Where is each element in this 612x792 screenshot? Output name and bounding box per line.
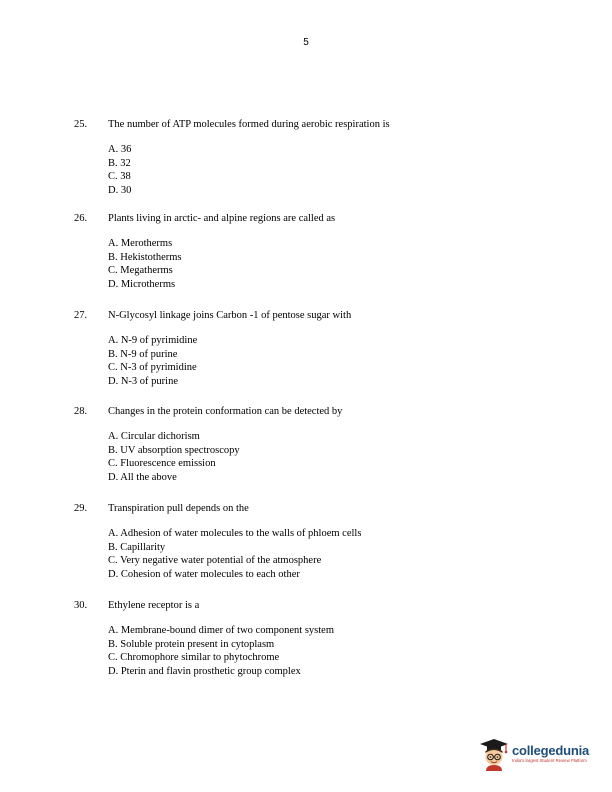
question-25 — [74, 118, 554, 198]
logo-tagline: India's largest Student Review Platform — [512, 758, 587, 763]
option-d: D. Microtherms — [108, 279, 176, 291]
question-text: Ethylene receptor is a — [108, 600, 200, 611]
option-b: B. Capillarity — [108, 541, 166, 553]
option-d: D. Pterin and flavin prosthetic group complex — [108, 666, 301, 678]
option-b: B. UV absorption spectroscopy — [108, 444, 240, 456]
option-b: B. Soluble protein present in cytoplasm — [108, 638, 275, 650]
option-d: D. Cohesion of water molecules to each other — [108, 569, 300, 581]
option-a: A. Circular dichorism — [108, 431, 200, 442]
options-list — [108, 143, 554, 198]
question-text: N-Glycosyl linkage joins Carbon -1 of pentose sugar with — [108, 310, 352, 321]
option-c: C. Megatherms — [108, 265, 173, 277]
question-number: 29. — [74, 503, 88, 514]
question-30 — [74, 599, 554, 679]
question-text: Changes in the protein conformation can be detected by — [108, 406, 343, 417]
option-c: C. Fluorescence emission — [108, 458, 216, 470]
question-26 — [74, 212, 554, 292]
question-number: 26. — [74, 213, 88, 224]
collegedunia-logo — [478, 736, 600, 772]
option-d: D. N-3 of purine — [108, 376, 178, 388]
options-list — [108, 334, 554, 389]
question-28 — [74, 405, 554, 485]
option-a: A. Merotherms — [108, 238, 173, 249]
option-c: C. N-3 of pyrimidine — [108, 362, 197, 374]
option-c: C. Very negative water potential of the atmosphere — [108, 555, 322, 567]
option-a: A. Membrane-bound dimer of two component system — [108, 625, 334, 636]
page-number: 5 — [303, 37, 309, 48]
question-number: 25. — [74, 119, 88, 130]
option-d: D. All the above — [108, 472, 177, 484]
options-list — [108, 430, 554, 485]
option-a: A. N-9 of pyrimidine — [108, 335, 198, 346]
question-number: 27. — [74, 310, 88, 321]
options-list — [108, 237, 554, 292]
question-number: 28. — [74, 406, 88, 417]
options-list — [108, 527, 554, 582]
mascot-icon — [478, 737, 510, 771]
option-b: B. Hekistotherms — [108, 251, 182, 263]
option-c: C. 38 — [108, 171, 131, 183]
logo-wordmark: collegedunia — [512, 743, 590, 758]
option-d: D. 30 — [108, 185, 132, 197]
question-number: 30. — [74, 600, 88, 611]
question-27 — [74, 309, 554, 389]
options-list — [108, 624, 554, 679]
option-c: C. Chromophore similar to phytochrome — [108, 652, 280, 664]
question-text: Plants living in arctic- and alpine regions are called as — [108, 213, 336, 224]
question-text: The number of ATP molecules formed during aerobic respiration is — [108, 119, 390, 130]
option-b: B. 32 — [108, 157, 131, 169]
option-b: B. N-9 of purine — [108, 348, 178, 360]
option-a: A. 36 — [108, 144, 132, 155]
question-text: Transpiration pull depends on the — [108, 503, 249, 514]
option-a: A. Adhesion of water molecules to the walls of phloem cells — [108, 528, 362, 539]
question-29 — [74, 502, 554, 582]
